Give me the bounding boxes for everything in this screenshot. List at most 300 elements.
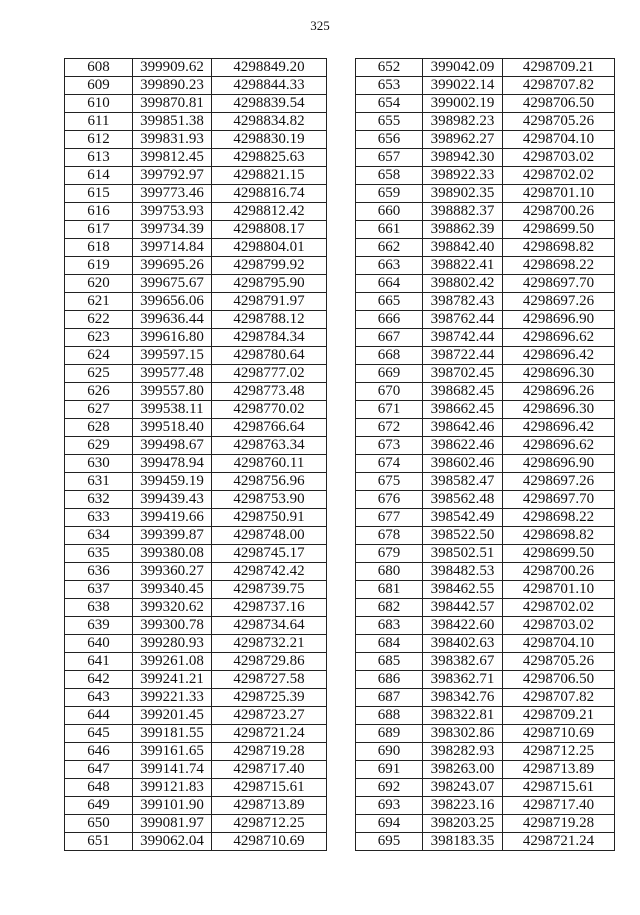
x-coordinate-cell: 399734.39 <box>133 221 212 239</box>
x-coordinate-cell: 398582.47 <box>423 473 503 491</box>
y-coordinate-cell: 4298742.42 <box>212 563 327 581</box>
y-coordinate-cell: 4298816.74 <box>212 185 327 203</box>
point-number-cell: 683 <box>356 617 423 635</box>
table-row <box>65 293 327 311</box>
table-row <box>65 599 327 617</box>
point-number-cell: 672 <box>356 419 423 437</box>
y-coordinate-cell: 4298784.34 <box>212 329 327 347</box>
x-coordinate-cell: 398203.25 <box>423 815 503 833</box>
x-coordinate-cell: 399042.09 <box>423 59 503 77</box>
table-row <box>65 437 327 455</box>
x-coordinate-cell: 399851.38 <box>133 113 212 131</box>
point-number-cell: 664 <box>356 275 423 293</box>
point-number-cell: 647 <box>65 761 133 779</box>
point-number-cell: 648 <box>65 779 133 797</box>
x-coordinate-cell: 399261.08 <box>133 653 212 671</box>
y-coordinate-cell: 4298729.86 <box>212 653 327 671</box>
y-coordinate-cell: 4298704.10 <box>503 635 615 653</box>
point-number-cell: 650 <box>65 815 133 833</box>
point-number-cell: 609 <box>65 77 133 95</box>
x-coordinate-cell: 398762.44 <box>423 311 503 329</box>
table-row <box>356 491 615 509</box>
table-row <box>356 833 615 851</box>
table-row <box>356 437 615 455</box>
x-coordinate-cell: 398362.71 <box>423 671 503 689</box>
point-number-cell: 652 <box>356 59 423 77</box>
x-coordinate-cell: 398322.81 <box>423 707 503 725</box>
point-number-cell: 639 <box>65 617 133 635</box>
point-number-cell: 678 <box>356 527 423 545</box>
table-row <box>356 239 615 257</box>
x-coordinate-cell: 399181.55 <box>133 725 212 743</box>
x-coordinate-cell: 398962.27 <box>423 131 503 149</box>
x-coordinate-cell: 399320.62 <box>133 599 212 617</box>
x-coordinate-cell: 399300.78 <box>133 617 212 635</box>
table-row <box>356 779 615 797</box>
x-coordinate-cell: 399577.48 <box>133 365 212 383</box>
y-coordinate-cell: 4298756.96 <box>212 473 327 491</box>
point-number-cell: 646 <box>65 743 133 761</box>
table-row <box>356 797 615 815</box>
x-coordinate-cell: 398722.44 <box>423 347 503 365</box>
y-coordinate-cell: 4298770.02 <box>212 401 327 419</box>
y-coordinate-cell: 4298719.28 <box>503 815 615 833</box>
y-coordinate-cell: 4298700.26 <box>503 563 615 581</box>
point-number-cell: 618 <box>65 239 133 257</box>
point-number-cell: 654 <box>356 95 423 113</box>
y-coordinate-cell: 4298763.34 <box>212 437 327 455</box>
coordinate-table-right <box>355 58 615 851</box>
y-coordinate-cell: 4298723.27 <box>212 707 327 725</box>
x-coordinate-cell: 398682.45 <box>423 383 503 401</box>
point-number-cell: 622 <box>65 311 133 329</box>
table-row <box>65 113 327 131</box>
y-coordinate-cell: 4298773.48 <box>212 383 327 401</box>
point-number-cell: 694 <box>356 815 423 833</box>
y-coordinate-cell: 4298760.11 <box>212 455 327 473</box>
x-coordinate-cell: 398402.63 <box>423 635 503 653</box>
y-coordinate-cell: 4298697.26 <box>503 473 615 491</box>
x-coordinate-cell: 398442.57 <box>423 599 503 617</box>
y-coordinate-cell: 4298710.69 <box>212 833 327 851</box>
y-coordinate-cell: 4298709.21 <box>503 707 615 725</box>
point-number-cell: 615 <box>65 185 133 203</box>
table-row <box>65 329 327 347</box>
y-coordinate-cell: 4298698.22 <box>503 257 615 275</box>
point-number-cell: 641 <box>65 653 133 671</box>
y-coordinate-cell: 4298696.42 <box>503 419 615 437</box>
point-number-cell: 662 <box>356 239 423 257</box>
x-coordinate-cell: 399399.87 <box>133 527 212 545</box>
point-number-cell: 610 <box>65 95 133 113</box>
y-coordinate-cell: 4298812.42 <box>212 203 327 221</box>
table-row <box>356 473 615 491</box>
x-coordinate-cell: 398802.42 <box>423 275 503 293</box>
table-row <box>356 761 615 779</box>
y-coordinate-cell: 4298834.82 <box>212 113 327 131</box>
x-coordinate-cell: 399360.27 <box>133 563 212 581</box>
y-coordinate-cell: 4298715.61 <box>503 779 615 797</box>
y-coordinate-cell: 4298715.61 <box>212 779 327 797</box>
table-row <box>65 149 327 167</box>
point-number-cell: 655 <box>356 113 423 131</box>
y-coordinate-cell: 4298705.26 <box>503 653 615 671</box>
table-row <box>356 203 615 221</box>
table-row <box>356 581 615 599</box>
table-row <box>356 707 615 725</box>
x-coordinate-cell: 398422.60 <box>423 617 503 635</box>
table-row <box>65 815 327 833</box>
table-row <box>65 509 327 527</box>
point-number-cell: 636 <box>65 563 133 581</box>
y-coordinate-cell: 4298725.39 <box>212 689 327 707</box>
point-number-cell: 657 <box>356 149 423 167</box>
table-row <box>65 833 327 851</box>
table-row <box>65 689 327 707</box>
x-coordinate-cell: 399616.80 <box>133 329 212 347</box>
x-coordinate-cell: 399753.93 <box>133 203 212 221</box>
x-coordinate-cell: 399161.65 <box>133 743 212 761</box>
y-coordinate-cell: 4298745.17 <box>212 545 327 563</box>
point-number-cell: 638 <box>65 599 133 617</box>
x-coordinate-cell: 399002.19 <box>423 95 503 113</box>
y-coordinate-cell: 4298706.50 <box>503 95 615 113</box>
y-coordinate-cell: 4298849.20 <box>212 59 327 77</box>
table-row <box>65 419 327 437</box>
table-row <box>356 167 615 185</box>
x-coordinate-cell: 398782.43 <box>423 293 503 311</box>
x-coordinate-cell: 399812.45 <box>133 149 212 167</box>
x-coordinate-cell: 399221.33 <box>133 689 212 707</box>
x-coordinate-cell: 399656.06 <box>133 293 212 311</box>
y-coordinate-cell: 4298737.16 <box>212 599 327 617</box>
point-number-cell: 625 <box>65 365 133 383</box>
table-row <box>65 473 327 491</box>
table-row <box>65 725 327 743</box>
point-number-cell: 619 <box>65 257 133 275</box>
x-coordinate-cell: 399557.80 <box>133 383 212 401</box>
point-number-cell: 668 <box>356 347 423 365</box>
table-row <box>356 401 615 419</box>
x-coordinate-cell: 398742.44 <box>423 329 503 347</box>
point-number-cell: 679 <box>356 545 423 563</box>
point-number-cell: 669 <box>356 365 423 383</box>
point-number-cell: 667 <box>356 329 423 347</box>
table-row <box>356 383 615 401</box>
y-coordinate-cell: 4298727.58 <box>212 671 327 689</box>
y-coordinate-cell: 4298799.92 <box>212 257 327 275</box>
point-number-cell: 681 <box>356 581 423 599</box>
x-coordinate-cell: 399380.08 <box>133 545 212 563</box>
y-coordinate-cell: 4298696.62 <box>503 329 615 347</box>
table-row <box>65 743 327 761</box>
x-coordinate-cell: 398982.23 <box>423 113 503 131</box>
point-number-cell: 649 <box>65 797 133 815</box>
table-row <box>356 563 615 581</box>
point-number-cell: 690 <box>356 743 423 761</box>
x-coordinate-cell: 398622.46 <box>423 437 503 455</box>
table-row <box>65 653 327 671</box>
point-number-cell: 620 <box>65 275 133 293</box>
table-row <box>356 527 615 545</box>
y-coordinate-cell: 4298788.12 <box>212 311 327 329</box>
x-coordinate-cell: 399022.14 <box>423 77 503 95</box>
point-number-cell: 623 <box>65 329 133 347</box>
x-coordinate-cell: 399439.43 <box>133 491 212 509</box>
table-row <box>356 419 615 437</box>
y-coordinate-cell: 4298697.70 <box>503 491 615 509</box>
table-row <box>356 131 615 149</box>
y-coordinate-cell: 4298791.97 <box>212 293 327 311</box>
table-row <box>65 311 327 329</box>
table-row <box>356 725 615 743</box>
y-coordinate-cell: 4298766.64 <box>212 419 327 437</box>
table-row <box>356 635 615 653</box>
table-row <box>65 401 327 419</box>
x-coordinate-cell: 399714.84 <box>133 239 212 257</box>
y-coordinate-cell: 4298696.30 <box>503 365 615 383</box>
x-coordinate-cell: 398342.76 <box>423 689 503 707</box>
table-row <box>356 347 615 365</box>
point-number-cell: 663 <box>356 257 423 275</box>
table-row <box>356 653 615 671</box>
point-number-cell: 640 <box>65 635 133 653</box>
x-coordinate-cell: 398942.30 <box>423 149 503 167</box>
table-row <box>356 59 615 77</box>
y-coordinate-cell: 4298702.02 <box>503 167 615 185</box>
table-row <box>356 743 615 761</box>
point-number-cell: 660 <box>356 203 423 221</box>
point-number-cell: 659 <box>356 185 423 203</box>
x-coordinate-cell: 399695.26 <box>133 257 212 275</box>
x-coordinate-cell: 399773.46 <box>133 185 212 203</box>
y-coordinate-cell: 4298702.02 <box>503 599 615 617</box>
y-coordinate-cell: 4298706.50 <box>503 671 615 689</box>
point-number-cell: 656 <box>356 131 423 149</box>
x-coordinate-cell: 399340.45 <box>133 581 212 599</box>
y-coordinate-cell: 4298709.21 <box>503 59 615 77</box>
table-row <box>356 293 615 311</box>
point-number-cell: 666 <box>356 311 423 329</box>
table-row <box>65 383 327 401</box>
page-number: 325 <box>310 18 330 33</box>
table-row <box>356 329 615 347</box>
y-coordinate-cell: 4298717.40 <box>503 797 615 815</box>
x-coordinate-cell: 398862.39 <box>423 221 503 239</box>
y-coordinate-cell: 4298696.90 <box>503 455 615 473</box>
point-number-cell: 643 <box>65 689 133 707</box>
x-coordinate-cell: 399101.90 <box>133 797 212 815</box>
table-row <box>65 797 327 815</box>
point-number-cell: 684 <box>356 635 423 653</box>
point-number-cell: 608 <box>65 59 133 77</box>
y-coordinate-cell: 4298750.91 <box>212 509 327 527</box>
x-coordinate-cell: 399201.45 <box>133 707 212 725</box>
table-row <box>356 689 615 707</box>
point-number-cell: 665 <box>356 293 423 311</box>
point-number-cell: 626 <box>65 383 133 401</box>
point-number-cell: 695 <box>356 833 423 851</box>
y-coordinate-cell: 4298839.54 <box>212 95 327 113</box>
point-number-cell: 616 <box>65 203 133 221</box>
table-row <box>65 455 327 473</box>
y-coordinate-cell: 4298705.26 <box>503 113 615 131</box>
point-number-cell: 653 <box>356 77 423 95</box>
point-number-cell: 680 <box>356 563 423 581</box>
x-coordinate-cell: 398642.46 <box>423 419 503 437</box>
table-row <box>65 95 327 113</box>
x-coordinate-cell: 398243.07 <box>423 779 503 797</box>
table-row <box>65 185 327 203</box>
point-number-cell: 691 <box>356 761 423 779</box>
x-coordinate-cell: 398922.33 <box>423 167 503 185</box>
x-coordinate-cell: 398562.48 <box>423 491 503 509</box>
x-coordinate-cell: 399538.11 <box>133 401 212 419</box>
point-number-cell: 627 <box>65 401 133 419</box>
y-coordinate-cell: 4298696.90 <box>503 311 615 329</box>
y-coordinate-cell: 4298748.00 <box>212 527 327 545</box>
y-coordinate-cell: 4298713.89 <box>212 797 327 815</box>
y-coordinate-cell: 4298732.21 <box>212 635 327 653</box>
point-number-cell: 677 <box>356 509 423 527</box>
y-coordinate-cell: 4298696.30 <box>503 401 615 419</box>
point-number-cell: 671 <box>356 401 423 419</box>
point-number-cell: 692 <box>356 779 423 797</box>
y-coordinate-cell: 4298696.62 <box>503 437 615 455</box>
y-coordinate-cell: 4298780.64 <box>212 347 327 365</box>
point-number-cell: 689 <box>356 725 423 743</box>
table-row <box>65 491 327 509</box>
table-row <box>65 545 327 563</box>
table-row <box>65 635 327 653</box>
point-number-cell: 637 <box>65 581 133 599</box>
y-coordinate-cell: 4298777.02 <box>212 365 327 383</box>
table-row <box>356 185 615 203</box>
x-coordinate-cell: 398662.45 <box>423 401 503 419</box>
point-number-cell: 675 <box>356 473 423 491</box>
point-number-cell: 631 <box>65 473 133 491</box>
x-coordinate-cell: 398223.16 <box>423 797 503 815</box>
y-coordinate-cell: 4298825.63 <box>212 149 327 167</box>
point-number-cell: 658 <box>356 167 423 185</box>
point-number-cell: 686 <box>356 671 423 689</box>
x-coordinate-cell: 399419.66 <box>133 509 212 527</box>
y-coordinate-cell: 4298712.25 <box>503 743 615 761</box>
table-row <box>65 239 327 257</box>
x-coordinate-cell: 398482.53 <box>423 563 503 581</box>
table-row <box>356 545 615 563</box>
x-coordinate-cell: 398263.00 <box>423 761 503 779</box>
y-coordinate-cell: 4298697.70 <box>503 275 615 293</box>
x-coordinate-cell: 398462.55 <box>423 581 503 599</box>
point-number-cell: 688 <box>356 707 423 725</box>
table-row <box>356 365 615 383</box>
table-row <box>65 167 327 185</box>
point-number-cell: 642 <box>65 671 133 689</box>
x-coordinate-cell: 399498.67 <box>133 437 212 455</box>
table-row <box>65 347 327 365</box>
table-row <box>356 455 615 473</box>
table-row <box>65 59 327 77</box>
x-coordinate-cell: 399241.21 <box>133 671 212 689</box>
y-coordinate-cell: 4298704.10 <box>503 131 615 149</box>
table-row <box>356 815 615 833</box>
point-number-cell: 682 <box>356 599 423 617</box>
y-coordinate-cell: 4298696.42 <box>503 347 615 365</box>
table-row <box>65 203 327 221</box>
table-row <box>356 257 615 275</box>
y-coordinate-cell: 4298830.19 <box>212 131 327 149</box>
coordinate-table-left <box>64 58 327 851</box>
x-coordinate-cell: 399518.40 <box>133 419 212 437</box>
point-number-cell: 670 <box>356 383 423 401</box>
y-coordinate-cell: 4298700.26 <box>503 203 615 221</box>
table-row <box>65 617 327 635</box>
y-coordinate-cell: 4298697.26 <box>503 293 615 311</box>
y-coordinate-cell: 4298707.82 <box>503 77 615 95</box>
x-coordinate-cell: 398502.51 <box>423 545 503 563</box>
point-number-cell: 673 <box>356 437 423 455</box>
point-number-cell: 632 <box>65 491 133 509</box>
point-number-cell: 661 <box>356 221 423 239</box>
point-number-cell: 629 <box>65 437 133 455</box>
x-coordinate-cell: 398602.46 <box>423 455 503 473</box>
table-row <box>356 617 615 635</box>
x-coordinate-cell: 398822.41 <box>423 257 503 275</box>
table-row <box>65 77 327 95</box>
y-coordinate-cell: 4298721.24 <box>212 725 327 743</box>
x-coordinate-cell: 399478.94 <box>133 455 212 473</box>
y-coordinate-cell: 4298717.40 <box>212 761 327 779</box>
point-number-cell: 674 <box>356 455 423 473</box>
table-row <box>356 671 615 689</box>
table-row <box>356 95 615 113</box>
x-coordinate-cell: 399909.62 <box>133 59 212 77</box>
y-coordinate-cell: 4298713.89 <box>503 761 615 779</box>
y-coordinate-cell: 4298719.28 <box>212 743 327 761</box>
y-coordinate-cell: 4298712.25 <box>212 815 327 833</box>
table-row <box>65 365 327 383</box>
table-row <box>356 113 615 131</box>
point-number-cell: 687 <box>356 689 423 707</box>
y-coordinate-cell: 4298808.17 <box>212 221 327 239</box>
y-coordinate-cell: 4298698.82 <box>503 239 615 257</box>
x-coordinate-cell: 399280.93 <box>133 635 212 653</box>
table-row <box>356 311 615 329</box>
table-row <box>65 131 327 149</box>
y-coordinate-cell: 4298707.82 <box>503 689 615 707</box>
x-coordinate-cell: 398302.86 <box>423 725 503 743</box>
point-number-cell: 628 <box>65 419 133 437</box>
point-number-cell: 676 <box>356 491 423 509</box>
table-row <box>356 599 615 617</box>
table-row <box>65 779 327 797</box>
x-coordinate-cell: 398842.40 <box>423 239 503 257</box>
x-coordinate-cell: 399870.81 <box>133 95 212 113</box>
point-number-cell: 651 <box>65 833 133 851</box>
y-coordinate-cell: 4298721.24 <box>503 833 615 851</box>
point-number-cell: 693 <box>356 797 423 815</box>
x-coordinate-cell: 398542.49 <box>423 509 503 527</box>
x-coordinate-cell: 398183.35 <box>423 833 503 851</box>
point-number-cell: 644 <box>65 707 133 725</box>
point-number-cell: 611 <box>65 113 133 131</box>
x-coordinate-cell: 398882.37 <box>423 203 503 221</box>
table-row <box>356 221 615 239</box>
point-number-cell: 621 <box>65 293 133 311</box>
y-coordinate-cell: 4298701.10 <box>503 185 615 203</box>
table-row <box>356 77 615 95</box>
